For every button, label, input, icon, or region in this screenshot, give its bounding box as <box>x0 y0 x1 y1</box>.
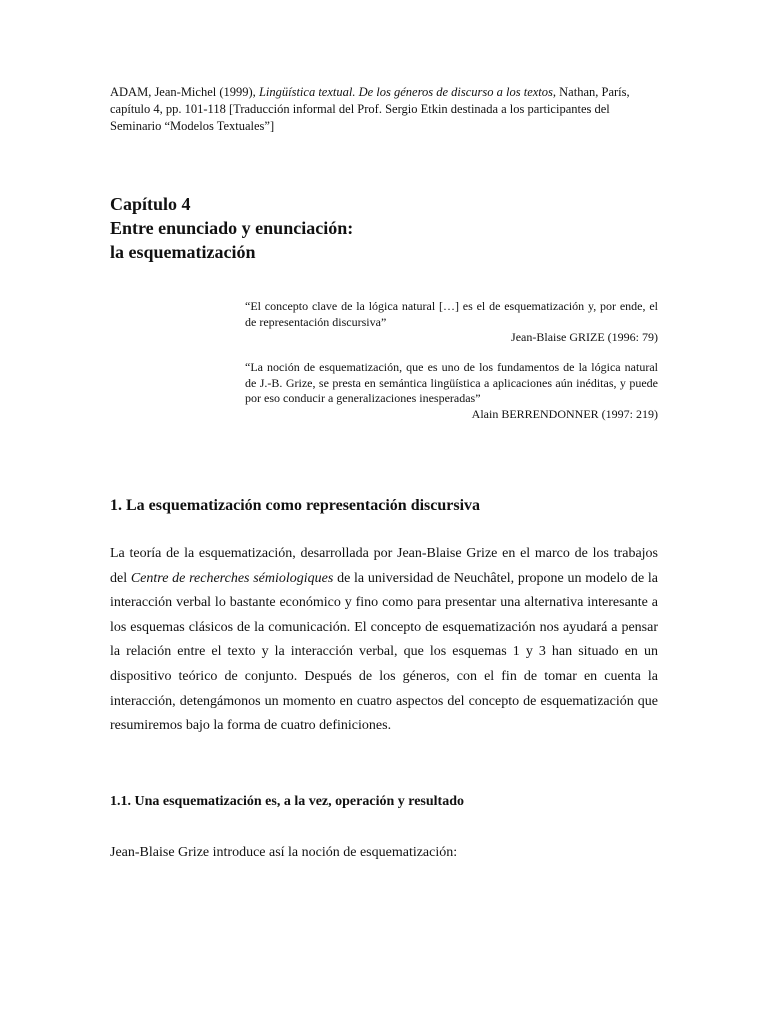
epigraph-author: Jean-Blaise GRIZE (1996: 79) <box>511 330 658 344</box>
epigraph-author: Alain BERRENDONNER (1997: 219) <box>471 406 658 421</box>
reference-details: , Nathan, París, capítulo 4, pp. 101-118 [Traducción informal del Prof. Sergio Etkin destinada a los participantes del Seminario “Modelos Textuales”] <box>110 85 630 133</box>
section-heading: 1. La esquematización como representación discursiva <box>110 497 481 514</box>
paragraph-text-end: de la universidad de Neuchâtel, propone un modelo de la interacción verbal lo bastante económico y fino como para presentar una alternativa interesante a los esquemas clásicos de la comunicación. El concepto de esquematización nos ayudará a pensar la relación entre el texto y la interacción verbal, que los esquemas 1 y 3 han situado en un dispositivo teórico de conjunto. Después de los géneros, con el fin de tomar en cuenta la interacción, detengámonos un momento en cuatro aspectos del concepto de esquematización que resumiremos bajo la forma de cuatro definiciones. <box>110 570 659 734</box>
chapter-number: Capítulo 4 <box>110 194 191 214</box>
bibliographic-reference <box>110 84 650 135</box>
epigraph-1 <box>245 299 658 346</box>
epigraph-quote: “La noción de esquematización, que es uno de los fundamentos de la lógica natural de J.-B. Grize, se presta en semántica lingüística a aplicaciones aún inéditas, y puede por eso conducir a generalizaciones inesperadas” <box>245 360 658 405</box>
chapter-title-line-1: Entre enunciado y enunciación: <box>110 218 354 238</box>
epigraph-quote: “El concepto clave de la lógica natural […] es el de esquematización y, por ende, el de representación discursiva” <box>245 299 658 329</box>
body-paragraph <box>110 542 658 739</box>
paragraph-italic-term: Centre de recherches sémiologiques <box>130 570 334 586</box>
chapter-title-line-2: la esquematización <box>110 242 256 262</box>
subsection-heading: 1.1. Una esquematización es, a la vez, operación y resultado <box>110 794 464 809</box>
reference-authors: ADAM, Jean-Michel (1999), <box>110 85 259 99</box>
body-text: Jean-Blaise Grize introduce así la noción de esquematización: <box>110 845 458 860</box>
paragraph-text-start: La teoría de la esquematización, desarrollada por Jean-Blaise Grize en el marco de los trabajos del <box>110 546 658 586</box>
reference-book-title: Lingüística textual. De los géneros de discurso a los textos <box>258 85 553 99</box>
chapter-heading <box>110 192 353 264</box>
epigraph-2 <box>245 360 658 422</box>
